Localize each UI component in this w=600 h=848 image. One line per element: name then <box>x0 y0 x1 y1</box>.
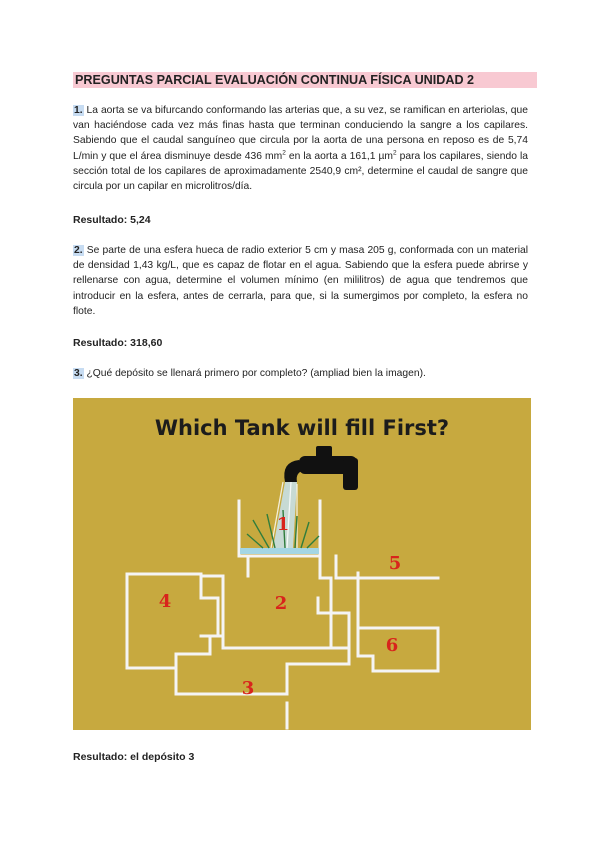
tank-label-3: 3 <box>241 678 255 699</box>
question-2-number: 2. <box>74 245 83 256</box>
question-3-number: 3. <box>74 368 83 379</box>
tank-label-5: 5 <box>388 553 402 574</box>
question-1-sup-a: 2 <box>282 149 286 157</box>
question-1-result: Resultado: 5,24 <box>73 214 151 226</box>
question-1-sup-b: 2 <box>392 149 397 157</box>
question-1-text-b: en la aorta a 161,1 µm <box>285 150 393 162</box>
figure-background <box>73 398 531 730</box>
figure-heading: Which Tank will fill First? <box>154 416 450 440</box>
tank-label-4: 4 <box>158 591 172 612</box>
tank-label-1: 1 <box>276 514 290 535</box>
tank-1-water <box>240 548 319 554</box>
question-3-result: Resultado: el depósito 3 <box>73 751 195 763</box>
tank-label-2: 2 <box>274 593 288 614</box>
question-3 <box>73 366 528 381</box>
question-1-number: 1. <box>74 105 83 116</box>
question-2-result: Resultado: 318,60 <box>73 337 163 349</box>
question-1 <box>73 103 528 194</box>
question-1-text-c: para los capilares, siendo la sección total de los capilares de aproximadamente 2540,9 cm², determine el caudal de sangre que circula por un capilar en microlitros/día. <box>73 150 528 193</box>
tank-puzzle-figure <box>73 398 531 730</box>
question-3-text: ¿Qué depósito se llenará primero por completo? (ampliad bien la imagen). <box>86 368 426 379</box>
question-2 <box>73 243 528 319</box>
page-title: PREGUNTAS PARCIAL EVALUACIÓN CONTINUA FÍSICA UNIDAD 2 <box>73 72 537 88</box>
question-2-text: Se parte de una esfera hueca de radio exterior 5 cm y masa 205 g, conformada con un material de densidad 1,43 kg/L, que es capaz de flotar en el agua. Sabiendo que la esfera puede abrirse y rellenarse con agua, determine el volumen mínimo (en mililitros) de agua que tendremos que introducir en la esfera, antes de cerrarla, para que, si la sumergimos por completo, la esfera no flote. <box>73 245 528 317</box>
tank-label-6: 6 <box>385 635 399 656</box>
question-1-text-a: La aorta se va bifurcando conformando las arterias que, a su vez, se ramifican en arteriolas, que van haciéndose cada vez más finas hasta que terminan conduciendo la sangre a los capilares. Sabiendo que el caudal sanguíneo que circula por la aorta de una persona en reposo es de 5,74 L/min y que el área disminuye desde 436 mm <box>73 105 528 162</box>
